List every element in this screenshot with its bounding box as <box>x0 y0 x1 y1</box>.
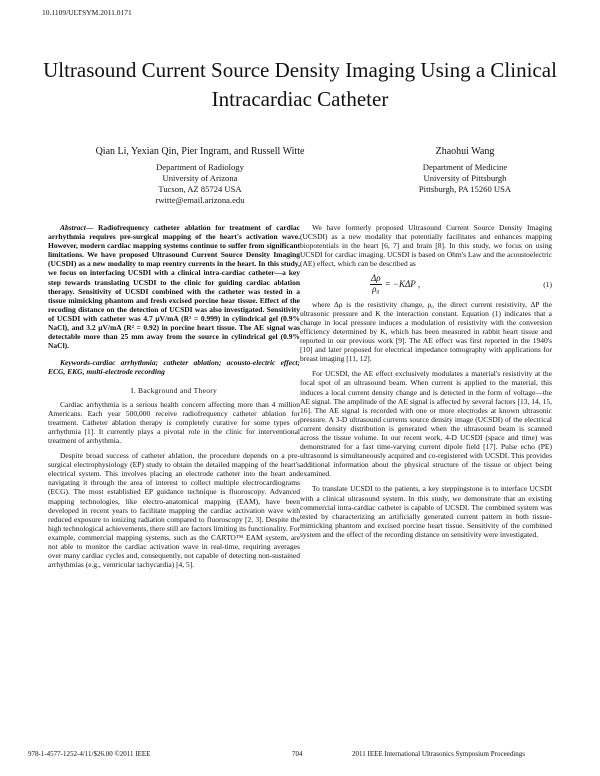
abstract <box>48 223 300 350</box>
author-department: Department of Medicine <box>422 162 508 172</box>
equation-expression <box>370 274 420 293</box>
section-heading: I. Background and Theory <box>130 385 218 395</box>
footer-copyright: 978-1-4577-1252-4/11/$26.00 ©2011 IEEE <box>28 750 151 758</box>
author-city: Pittsburgh, PA 15260 USA <box>418 184 512 194</box>
author-block-left <box>70 146 330 206</box>
paper-title: Ultrasound Current Source Density Imaging Using a Clinical Intracardiac Catheter <box>43 58 557 111</box>
author-university: University of Pittsburgh <box>423 173 507 183</box>
keywords <box>48 358 300 376</box>
author-university: University of Arizona <box>162 173 238 183</box>
keywords-text: cardiac arrhythmia; catheter ablation; acousto-electric effect; ECG, EKG, multi-electrode recording <box>48 358 300 377</box>
equation-fraction <box>370 274 382 293</box>
body-paragraph: Despite broad success of catheter ablation, the procedure depends on a pre-surgical electrophysiology (EP) study to obtain the detailed mapping of the heart's electrical system. This involves placing an electrode catheter into the heart and navigating it through the area of interest to collect multiple electrocardiograms (ECG). The most established EP guidance technique is fluoroscopy. Advanced mapping technologies, like electro-anatomical mapping (EAM), have been developed in recent years to facilitate mapping the cardiac activation wave with reduced exposure to ionizing radiation compared to fluoroscopy [2, 3]. Despite the high technological achievements, there still are factors limiting its functionality. For example, commercial mapping systems, such as the CARTO™ EAM system, are not able to monitor the cardiac activation wave in real-time, requiring averages over many cardiac cycles and, consequently, not capable of detecting non-sustained arrhythmias (e.g., ventricular tachycardia) [4, 5]. <box>48 451 300 570</box>
body-paragraph: We have formerly proposed Ultrasound Current Source Density Imaging (UCSDI) as a new modality that potentially facilitates and enhances mapping biopotentials in the heart [6, 7] and brain [8]. In this study, we focus on using UCSDI for cardiac imaging. UCSDI is based on Ohm's Law and the acoustoelectric (AE) effect, which can be described as <box>300 223 552 269</box>
body-paragraph: For UCSDI, the AE effect exclusively modulates a material's resistivity at the focal spot of an ultrasound beam. When current is applied to the material, this induces a local current density change and is detected in the form of voltage—the AE signal. The amplitude of the AE signal is affected by several factors [13, 14, 15, 16]. The AE signal is recorded with one or more electrodes at known ultrasonic pressure. A 3-D ultrasound currents source density image (UCSDI) of the electrical current density distribution is generated when the ultrasound beam is scanned across the tissue volume. In our recent work, 4-D UCSDI (space and time) was demonstrated for a fast time-varying current dipole field [17]. Pulse echo (PE) ultrasound is simultaneously acquired and co-registered with UCSDI. This provides additional information about the physical structure of the tissue or object being examined. <box>300 369 552 479</box>
keywords-label: Keywords- <box>60 358 93 368</box>
body-paragraph: To translate UCSDI to the patients, a key steppingstone is to interface UCSDI with a clinical ultrasound system. In this study, we demonstrate that an existing commercial intra-cardiac catheter is capable of UCSDI. The combined system was tested by characterizing an artificially generated current pattern in both tissue-mimicking phantom and excised porcine heart tissue. Sensitivity of the combined system and the effect of the recording distance on sensitivity were investigated. <box>300 484 552 539</box>
author-city: Tucson, AZ 85724 USA <box>158 184 242 194</box>
author-email: rwitte@email.arizona.edu <box>155 195 245 205</box>
author-names: Qian Li, Yexian Qin, Pier Ingram, and Russell Witte <box>95 146 305 157</box>
equation-denominator: ρ₀ <box>372 283 380 294</box>
equation-rhs: = −KΔP , <box>384 278 421 289</box>
equation-1 <box>300 274 552 293</box>
abstract-text: — Radiofrequency catheter ablation for treatment of cardiac arrhythmia requires pre-surgical mapping of the heart's activation wave. However, modern cardiac mapping systems continue to suffer from significant limitations. We have proposed Ultrasound Current Source Density Imaging (UCSDI) as a new modality to map reentry currents in the heart. In this study, we focus on interfacing UCSDI with a clinical intra-cardiac catheter—a key step towards translating UCSDI to the clinic for guiding cardiac ablation therapy. Sensitivity of UCSDI combined with the catheter was tested in a tissue mimicking phantom and fresh excised porcine hear tissue. Effect of the recoding distance on the detection of UCSDI was also investigated. Sensitivity of UCSDI with catheter was 4.7 μV/mA (R² = 0.999) in cylindrical gel (0.9% NaCl), and 3.2 μV/mA (R² = 0.92) in porcine heart tissue. The AE signal was detectable more than 25 mm away from the source in cylindrical gel (0.9% NaCl). <box>48 223 300 351</box>
body-paragraph: Cardiac arrhythmia is a serious health concern affecting more than 4 million Americans. Each year 500,000 receive radiofrequency catheter ablation for treatment. Catheter ablation therapy is completely curative for some types of arrhythmia [1]. It currently plays a pivotal role in the clinic for interventional treatment of arrhythmia. <box>48 399 300 445</box>
doi-header: 10.1109/ULTSYM.2011.0171 <box>42 8 132 17</box>
equation-numerator: Δρ <box>371 273 381 284</box>
abstract-label: Abstract <box>60 223 86 232</box>
author-names: Zhaohui Wang <box>435 146 495 157</box>
right-column <box>300 223 552 545</box>
author-department: Department of Radiology <box>156 162 244 172</box>
left-column <box>48 223 300 575</box>
footer-page-number: 704 <box>292 750 303 758</box>
author-block-right <box>345 146 585 195</box>
equation-number: (1) <box>543 279 552 289</box>
footer-proceedings: 2011 IEEE International Ultrasonics Symposium Proceedings <box>352 750 525 758</box>
body-paragraph: where Δρ is the resistivity change, ρ₀ the direct current resistivity, ΔP the ultrasonic pressure and K the interaction constant. Equation (1) indicates that a change in local pressure induces a modulation of resistivity with the conversion efficiency determined by K, which has been measured in rabbit heart tissue and reported in our previous work [9]. The AE effect was first reported in the 1940's [10] and later proposed for electrical impedance tomography with applications for breast imaging [11, 12]. <box>300 299 552 364</box>
